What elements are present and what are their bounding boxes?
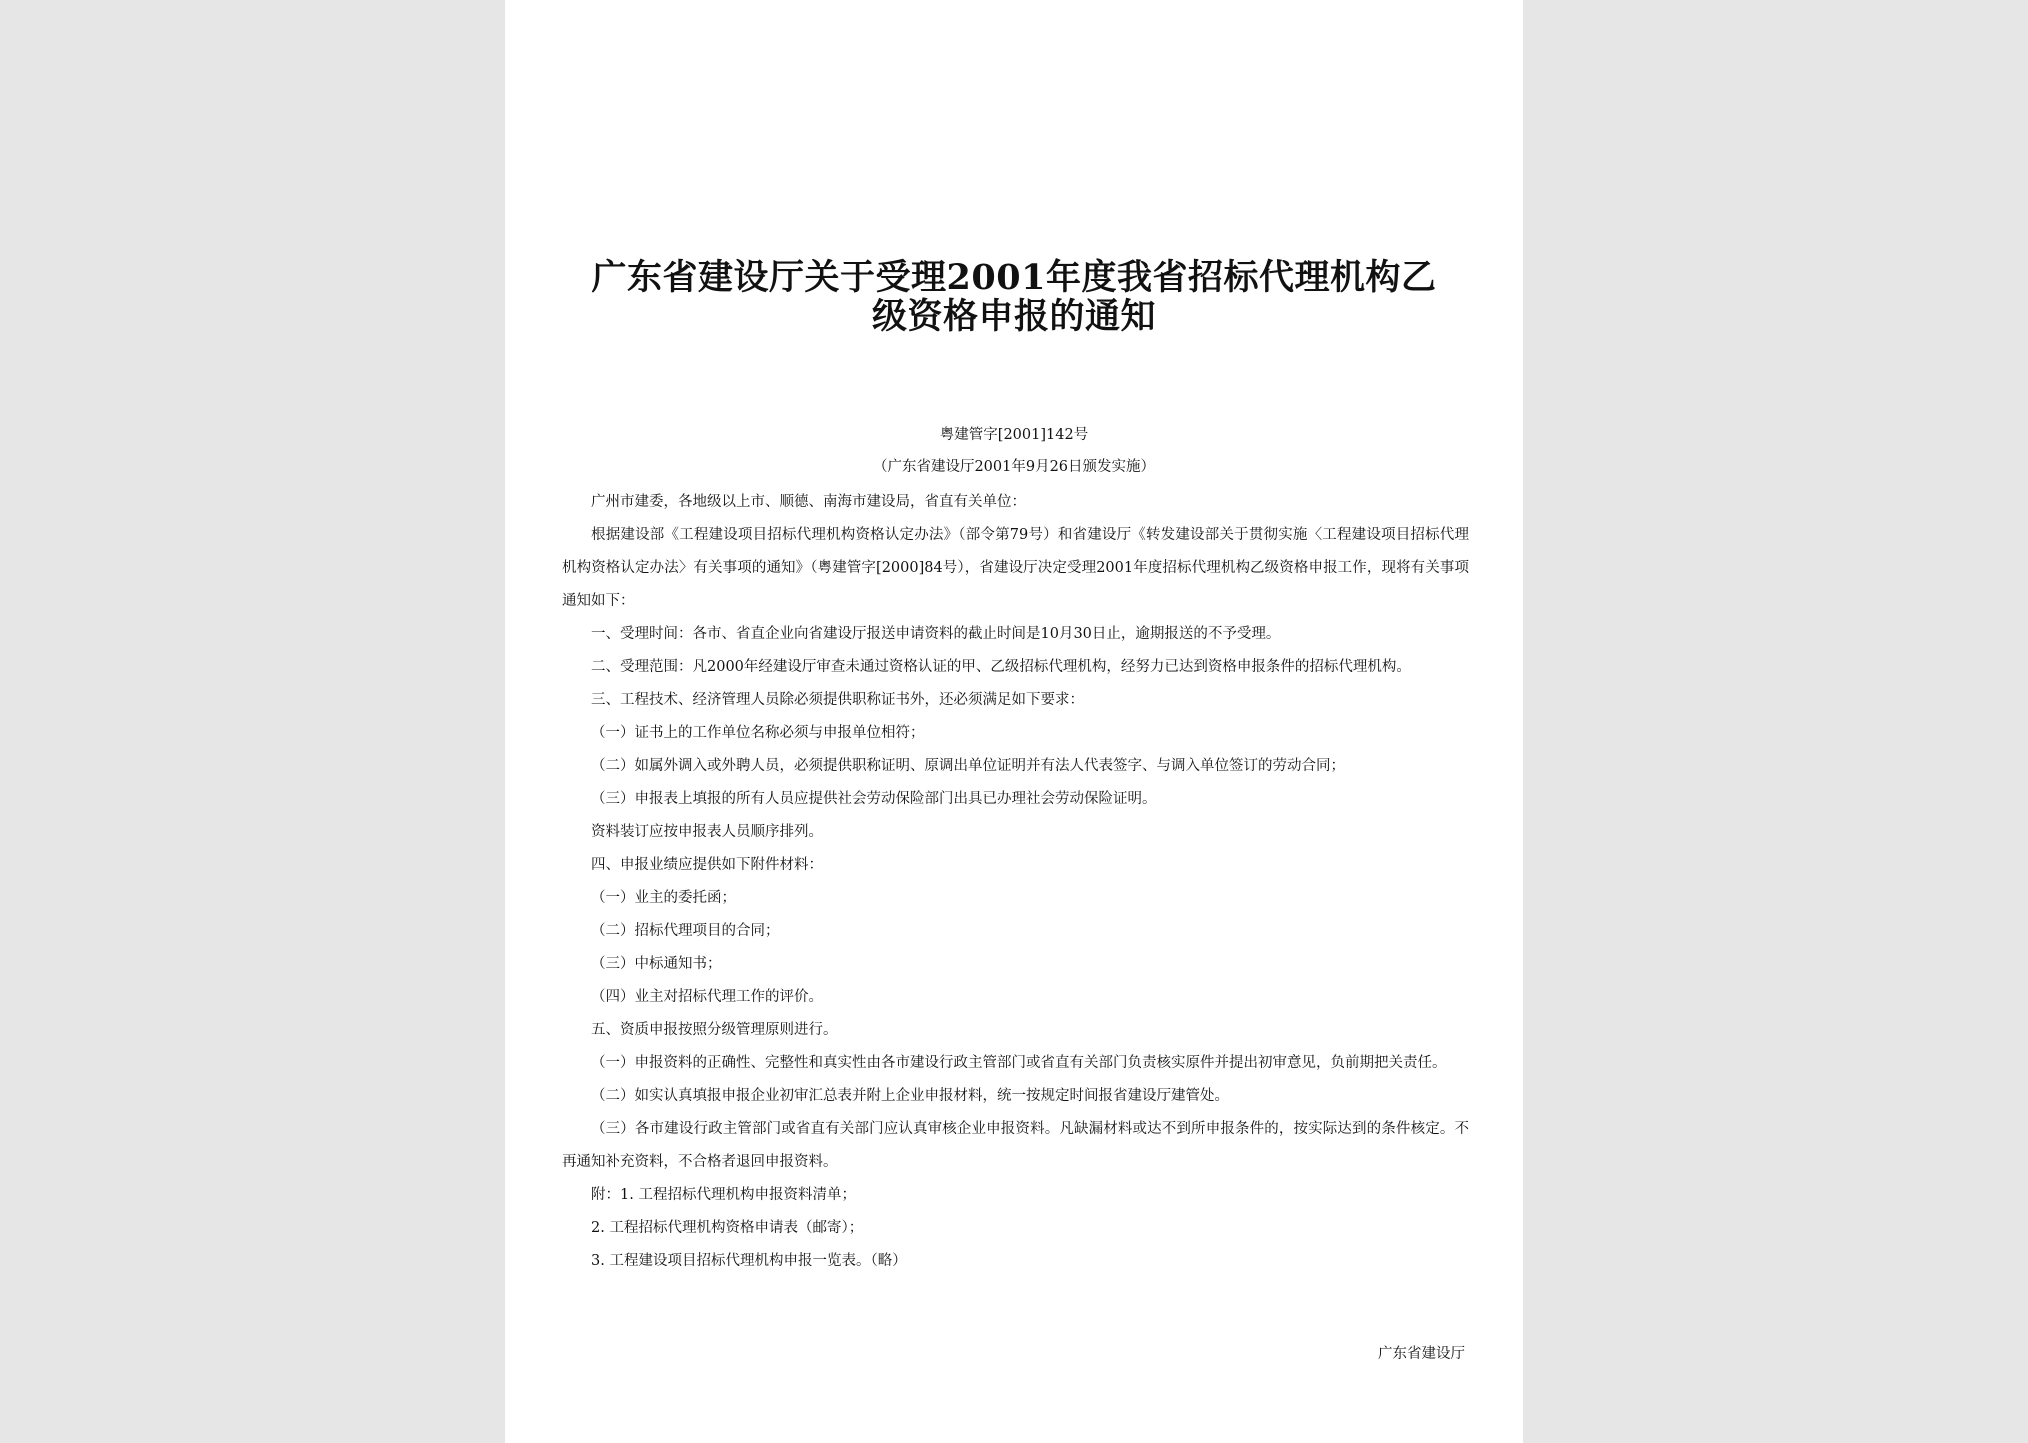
paragraph-item-1: 一、受理时间：各市、省直企业向省建设厅报送申请资料的截止时间是10月30日止，逾期报送的不予受理。	[591, 626, 1281, 642]
paragraph-item-4-3: （三）中标通知书；	[591, 956, 722, 972]
issue-date-note: （广东省建设厅2001年9月26日颁发实施）	[872, 459, 1156, 475]
paragraph-item-5: 五、资质申报按照分级管理原则进行。	[591, 1022, 838, 1038]
paragraph-item-4-4: （四）业主对招标代理工作的评价。	[591, 989, 823, 1005]
paragraph-item-4-2: （二）招标代理项目的合同；	[591, 923, 780, 939]
title-line-2: 级资格申报的通知	[871, 296, 1156, 337]
paragraph-binding-note: 资料装订应按申报表人员顺序排列。	[591, 824, 823, 840]
paragraph-item-5-1: （一）申报资料的正确性、完整性和真实性由各市建设行政主管部门或省直有关部门负责核实原件并提出初审意见，负前期把关责任。	[591, 1055, 1447, 1071]
document-body	[562, 486, 1469, 1278]
paragraph-item-2: 二、受理范围：凡2000年经建设厅审查未通过资格认证的甲、乙级招标代理机构，经努力已达到资格申报条件的招标代理机构。	[591, 659, 1411, 675]
title-line-1: 广东省建设厅关于受理2001年度我省招标代理机构乙	[591, 257, 1437, 298]
paragraph-attachment-2: 2. 工程招标代理机构资格申请表（邮寄）；	[591, 1220, 864, 1236]
paragraph-addressees: 广州市建委，各地级以上市、顺德、南海市建设局，省直有关单位：	[591, 494, 1026, 510]
document-number: 粤建管字[2001]142号	[939, 427, 1089, 443]
paragraph-attachment-1: 附：1. 工程招标代理机构申报资料清单；	[591, 1187, 856, 1203]
paragraph-attachment-3: 3. 工程建设项目招标代理机构申报一览表。（略）	[591, 1253, 907, 1269]
paragraph-item-3-2: （二）如属外调入或外聘人员，必须提供职称证明、原调出单位证明并有法人代表签字、与调入单位签订的劳动合同；	[591, 758, 1345, 774]
paragraph-item-5-2: （二）如实认真填报申报企业初审汇总表并附上企业申报材料，统一按规定时间报省建设厅建管处。	[591, 1088, 1229, 1104]
paragraph-item-3-3: （三）申报表上填报的所有人员应提供社会劳动保险部门出具已办理社会劳动保险证明。	[591, 791, 1157, 807]
paragraph-item-4-1: （一）业主的委托函；	[591, 890, 736, 906]
signature: 广东省建设厅	[1378, 1346, 1465, 1362]
paragraph-intro: 根据建设部《工程建设项目招标代理机构资格认定办法》（部令第79号）和省建设厅《转发建设部关于贯彻实施〈工程建设项目招标代理机构资格认定办法〉有关事项的通知》（粤建管字[2000]84号），省建设厅决定受理2001年度招标代理机构乙级资格申报工作，现将有关事项通知如下：	[562, 527, 1469, 609]
paragraph-item-3-1: （一）证书上的工作单位名称必须与申报单位相符；	[591, 725, 925, 741]
paragraph-item-3: 三、工程技术、经济管理人员除必须提供职称证书外，还必须满足如下要求：	[591, 692, 1084, 708]
paragraph-item-4: 四、申报业绩应提供如下附件材料：	[591, 857, 823, 873]
document-title	[505, 258, 1523, 336]
document-page	[505, 0, 1523, 1443]
paragraph-item-5-3: （三）各市建设行政主管部门或省直有关部门应认真审核企业申报资料。凡缺漏材料或达不到所申报条件的，按实际达到的条件核定。不再通知补充资料，不合格者退回申报资料。	[562, 1121, 1469, 1170]
